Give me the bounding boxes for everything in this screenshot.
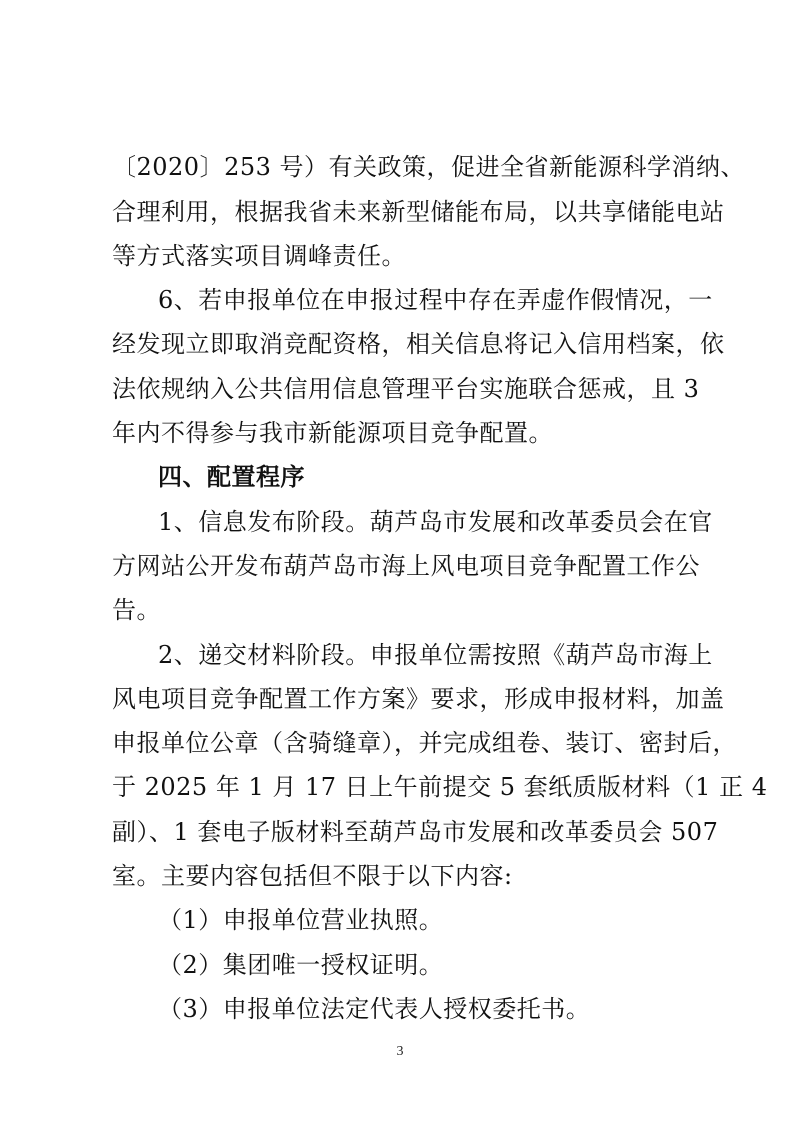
paragraph-line: 经发现立即取消竞配资格，相关信息将记入信用档案，依 — [112, 330, 725, 358]
paragraph-line: 6、若申报单位在申报过程中存在弄虚作假情况，一 — [158, 286, 713, 314]
paragraph-line: 〔2020〕253 号）有关政策，促进全省新能源科学消纳、 — [112, 153, 746, 181]
section-heading: 四、配置程序 — [158, 462, 305, 491]
paragraph-line: 1、信息发布阶段。葫芦岛市发展和改革委员会在官 — [158, 508, 713, 536]
paragraph-line: 合理利用，根据我省未来新型储能布局，以共享储能电站 — [112, 198, 725, 226]
paragraph-line: 风电项目竞争配置工作方案》要求，形成申报材料，加盖 — [112, 685, 725, 713]
paragraph-line: 副）、1 套电子版材料至葫芦岛市发展和改革委员会 507 — [112, 818, 719, 846]
paragraph-line: 2、递交材料阶段。申报单位需按照《葫芦岛市海上 — [158, 641, 713, 669]
paragraph-line: 年内不得参与我市新能源项目竞争配置。 — [112, 419, 553, 447]
paragraph-line: 于 2025 年 1 月 17 日上午前提交 5 套纸质版材料（1 正 4 — [112, 773, 768, 801]
paragraph-line: 法依规纳入公共信用信息管理平台实施联合惩戒，且 3 — [112, 375, 700, 403]
paragraph-line: 告。 — [112, 596, 161, 624]
page-number: 3 — [396, 1044, 404, 1059]
paragraph-line: 申报单位公章（含骑缝章），并完成组卷、装订、密封后， — [112, 729, 737, 757]
list-item: （2）集团唯一授权证明。 — [158, 951, 444, 979]
paragraph-line: 室。主要内容包括但不限于以下内容: — [112, 862, 513, 890]
paragraph-line: 等方式落实项目调峰责任。 — [112, 242, 406, 270]
list-item: （1）申报单位营业执照。 — [158, 906, 444, 934]
list-item: （3）申报单位法定代表人授权委托书。 — [158, 995, 591, 1023]
paragraph-line: 方网站公开发布葫芦岛市海上风电项目竞争配置工作公 — [112, 552, 700, 580]
